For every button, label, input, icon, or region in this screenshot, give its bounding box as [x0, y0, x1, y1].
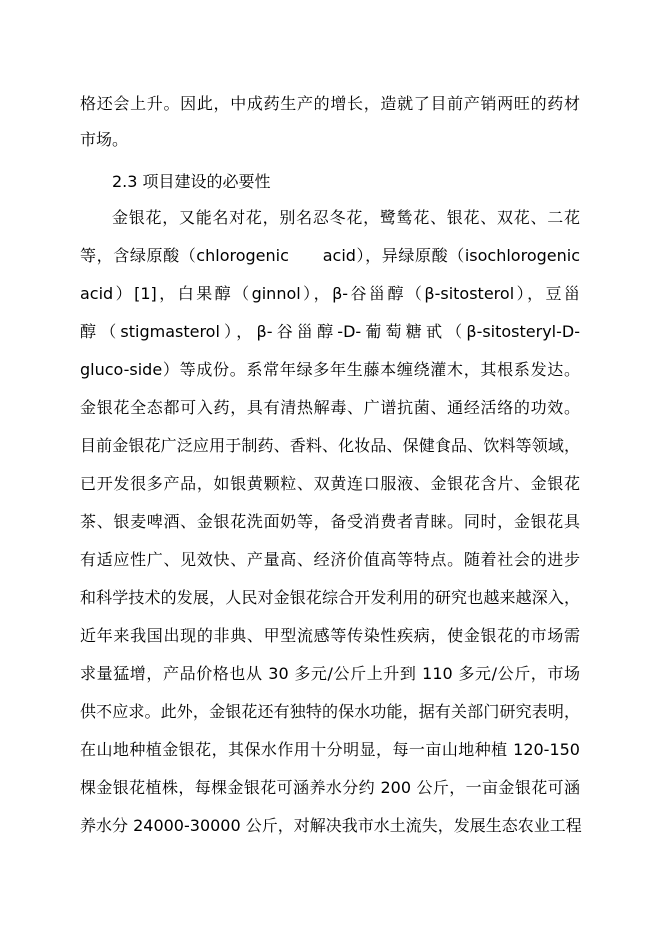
body-line-10: 目前金银花广泛应用于制药、香料、化妆品、保健食品、饮料等领域，	[80, 436, 580, 455]
body-line-8: gluco-side）等成份。系常年绿多年生藤本缠绕灌木，其根系发达。	[80, 360, 580, 379]
body-line-15: 近年来我国出现的非典、甲型流感等传染性疾病，使金银花的市场需	[80, 626, 580, 645]
body-line-20: 养水分 24000-30000 公斤，对解决我市水土流失，发展生态农业工程	[80, 816, 582, 835]
body-line-6: acid）[1]，白果醇（ginnol），β-谷甾醇（β-sitosterol），豆甾	[80, 284, 580, 303]
body-line-11: 已开发很多产品，如银黄颗粒、双黄连口服液、金银花含片、金银花	[80, 474, 580, 493]
body-line-18: 在山地种植金银花，其保水作用十分明显，每一亩山地种植 120-150	[80, 740, 580, 759]
body-line-5: 等，含绿原酸（chlorogenic acid），异绿原酸（isochlorogenic	[80, 246, 580, 265]
body-line-17: 供不应求。此外，金银花还有独特的保水功能，据有关部门研究表明，	[80, 702, 580, 721]
body-line-13: 有适应性广、见效快、产量高、经济价值高等特点。随着社会的进步	[80, 550, 580, 569]
body-line-2: 市场。	[80, 130, 129, 149]
body-line-7: 醇（stigmasterol），β-谷甾醇-D-葡萄糖甙（β-sitosteryl-D-	[80, 322, 580, 341]
section-heading: 2.3 项目建设的必要性	[112, 172, 271, 191]
paragraph-first-line: 金银花，又能名对花，别名忍冬花，鹭鸶花、银花、双花、二花	[112, 208, 580, 227]
body-line-19: 棵金银花植株，每棵金银花可涵养水分约 200 公斤，一亩金银花可涵	[80, 778, 580, 797]
body-line-14: 和科学技术的发展，人民对金银花综合开发利用的研究也越来越深入，	[80, 588, 580, 607]
body-line-9: 金银花全态都可入药，具有清热解毒、广谱抗菌、通经活络的功效。	[80, 398, 580, 417]
body-line-12: 茶、银麦啤酒、金银花洗面奶等，备受消费者青睐。同时，金银花具	[80, 512, 580, 531]
body-line-1: 格还会上升。因此，中成药生产的增长，造就了目前产销两旺的药材	[80, 94, 580, 113]
body-line-16: 求量猛增，产品价格也从 30 多元/公斤上升到 110 多元/公斤，市场	[80, 664, 580, 683]
